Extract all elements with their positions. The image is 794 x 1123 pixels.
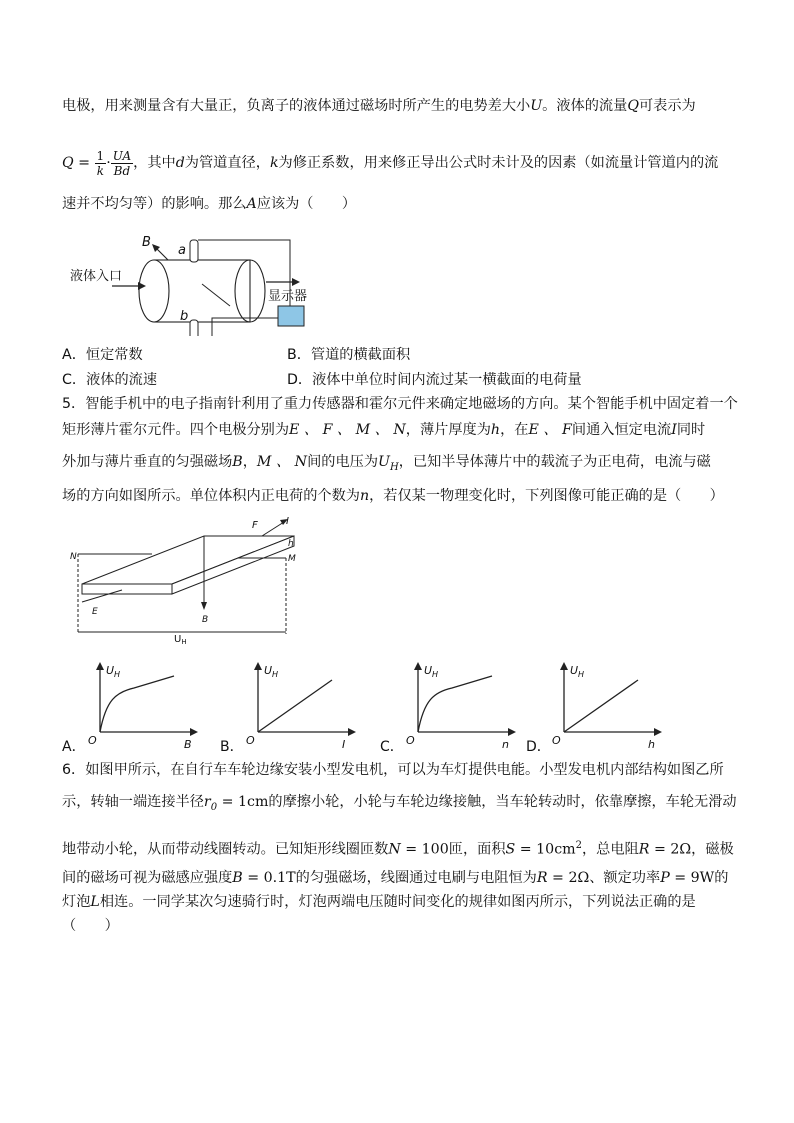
y-axis-label-sub: H — [272, 670, 279, 679]
q4-text-line-1: 电极，用来测量含有大量正，负离子的液体通过磁场时所产生的电势差大小U。液体的流量Q可表示为 — [62, 98, 696, 114]
y-axis-label: U — [264, 664, 273, 677]
thickness-h-label: h — [288, 539, 294, 549]
electrode-f-label: F — [252, 520, 258, 531]
electrode-e-label: E — [92, 607, 98, 617]
b-field-label: B — [142, 235, 151, 250]
uh-curve — [100, 676, 174, 732]
q6-text-line-2: 示，转轴一端连接半径$r_0 = 1cm$的摩擦小轮，小轮与车轮边缘接触，当车轮转动时，依靠摩擦，车轮无滑动 — [62, 794, 737, 813]
voltage-uh-label: $U_H$ — [174, 634, 187, 644]
y-axis-label: U — [106, 664, 115, 677]
x-axis-label: h — [648, 738, 655, 751]
inlet-label: 液体入口 — [70, 269, 123, 284]
x-axis-arrow — [190, 728, 198, 736]
formula-lhs: Q = — [62, 155, 91, 171]
graph-option-letter-c[interactable]: C． — [380, 739, 404, 755]
q4-option-a[interactable]: A．恒定常数 — [62, 347, 143, 363]
q4-text-line-3: 速并不均匀等）的影响。那么A应该为（ ） — [62, 196, 357, 212]
origin-label: O — [552, 734, 561, 747]
q4-option-d[interactable]: D．液体中单位时间内流过某一横截面的电荷量 — [287, 372, 582, 388]
electrode-a-label: a — [178, 243, 186, 258]
origin-label: O — [88, 734, 97, 747]
q6-text-line-5: 灯泡L相连。一同学某次匀速骑行时，灯泡两端电压随时间变化的规律如图丙所示，下列说法正确的是 — [62, 894, 696, 910]
y-axis-label-sub: H — [578, 670, 585, 679]
y-axis-arrow — [560, 662, 568, 670]
q4-option-c[interactable]: C．液体的流速 — [62, 372, 158, 388]
electrode-b-label: b — [180, 309, 189, 324]
graph-option-letter-d[interactable]: D． — [526, 739, 551, 755]
field-b-label: B — [202, 615, 209, 625]
uh-curve — [564, 680, 638, 732]
graph-option-d — [550, 660, 680, 756]
electrode-m-label: M — [288, 554, 296, 564]
x-axis-label: n — [502, 738, 509, 751]
q5-text-line-2: 矩形薄片霍尔元件。四个电极分别为E 、 F 、 M 、 N，薄片厚度为h，在E 、 F间通入恒定电流I同时 — [62, 422, 706, 438]
y-axis-label: U — [424, 664, 433, 677]
hall-element-figure — [62, 514, 302, 644]
graph-option-letter-b[interactable]: B． — [220, 739, 244, 755]
graph-option-c — [404, 660, 534, 756]
q5-text-line-4: 场的方向如图所示。单位体积内正电荷的个数为n，若仅某一物理变化时，下列图像可能正确的是（ ） — [62, 488, 724, 504]
graph-option-letter-a[interactable]: A． — [62, 739, 86, 755]
q6-text-line-6: （ ） — [62, 918, 119, 934]
y-axis-arrow — [254, 662, 262, 670]
x-axis-arrow — [508, 728, 516, 736]
q6-text-line-1: 6．如图甲所示，在自行车车轮边缘安装小型发电机，可以为车灯提供电能。小型发电机内部结构如图乙所 — [62, 762, 724, 778]
origin-label: O — [246, 734, 255, 747]
current-i-label: I — [286, 516, 289, 527]
electrode-n-label: N — [70, 552, 77, 562]
x-axis-label: I — [342, 738, 346, 751]
y-axis-label: U — [570, 664, 579, 677]
q6-text-line-3: 地带动小轮，从而带动线圈转动。已知矩形线圈匝数N = 100匝，面积$S = 10cm^2$，总电阻R = 2Ω，磁极 — [62, 840, 734, 858]
q6-text-line-4: 间的磁场可视为磁感应强度B = 0.1T的匀强磁场，线圈通过电刷与电阻恒为R = 2Ω、额定功率P = 9W的 — [62, 870, 729, 886]
x-axis-arrow — [654, 728, 662, 736]
origin-label: O — [406, 734, 415, 747]
y-axis-label-sub: H — [114, 670, 121, 679]
q5-text-line-3: 外加与薄片垂直的匀强磁场B，M 、 N间的电压为$U_H$，已知半导体薄片中的载流子为正电荷，电流与磁 — [62, 454, 711, 473]
formula-frac-1: $\frac{1}{k}$ — [96, 148, 105, 178]
x-axis-arrow — [348, 728, 356, 736]
graph-option-b — [244, 660, 374, 756]
x-axis-label: B — [184, 738, 192, 751]
graph-option-a — [86, 660, 216, 756]
y-axis-arrow — [96, 662, 104, 670]
formula-frac-2: $\frac{UA}{Bd}$ — [112, 148, 132, 178]
q5-text-line-1: 5．智能手机中的电子指南针利用了重力传感器和霍尔元件来确定地磁场的方向。某个智能手机中固定着一个 — [62, 396, 738, 412]
y-axis-label-sub: H — [432, 670, 439, 679]
y-axis-arrow — [414, 662, 422, 670]
uh-curve — [258, 680, 332, 732]
q4-text-line-2: Q = $\frac{1}{k}$ · $\frac{UA}{Bd}$ ，其中d为管道直径，k为修正系数，用来修正导出公式时未计及的因素（如流量计管道内的流 — [62, 148, 719, 178]
display-label: 显示器 — [268, 289, 308, 304]
uh-curve — [418, 676, 492, 732]
q4-option-b[interactable]: B．管道的横截面积 — [287, 347, 411, 363]
flowmeter-figure — [62, 226, 322, 336]
